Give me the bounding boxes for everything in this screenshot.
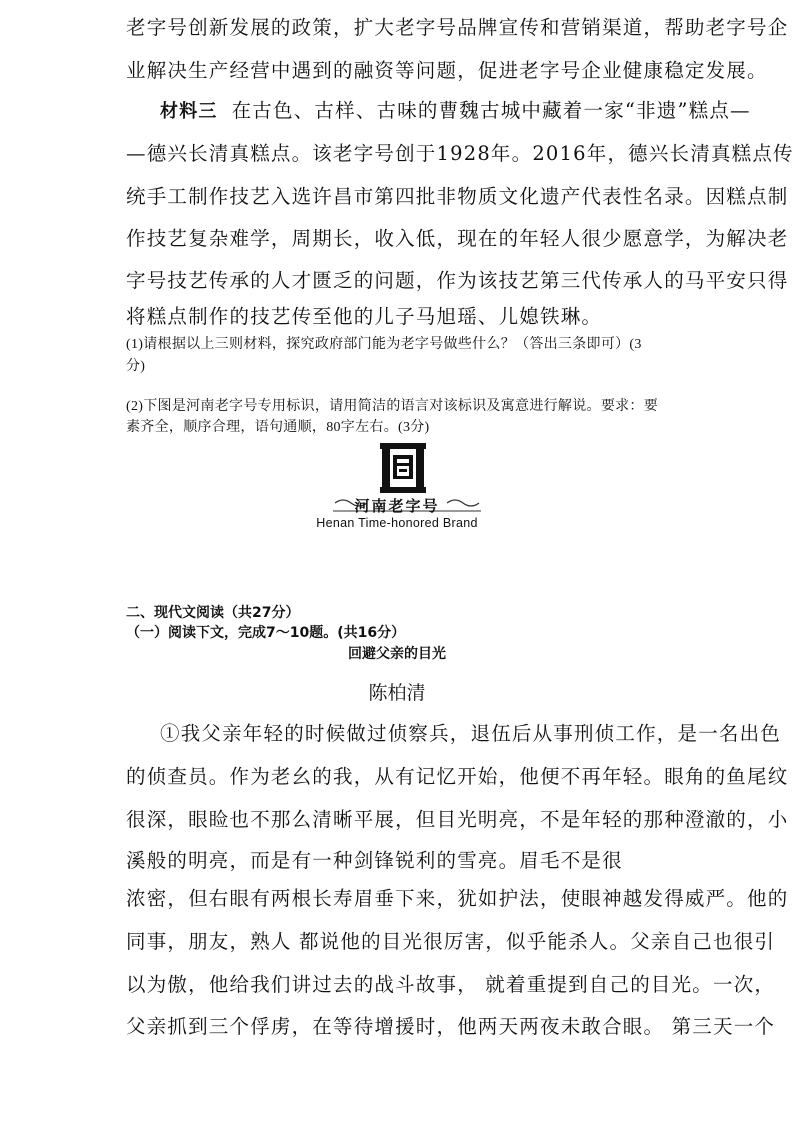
article-line: 的侦查员。作为老幺的我，从有记忆开始，他便不再年轻。眼角的鱼尾纹: [126, 765, 789, 788]
question-2-line: 素齐全，顺序合理，语句通顺，80字左右。(3分): [126, 420, 430, 435]
question-2-line: (2)下图是河南老字号专用标识，请用简洁的语言对该标识及寓意进行解说。要求：要: [126, 399, 659, 414]
article-line: 同事，朋友，熟人 都说他的目光很厉害，似乎能杀人。父亲自己也很引: [126, 930, 776, 953]
text-line: 统手工制作技艺入选许昌市第四批非物质文化遗产代表性名录。因糕点制: [126, 185, 789, 208]
text-line: —德兴长清真糕点。该老字号创于1928年。2016年，德兴长清真糕点传: [126, 142, 794, 165]
henan-time-honored-logo-icon: [380, 443, 426, 493]
text-line: 在古色、古样、古味的曹魏古城中藏着一家“非遗”糕点—: [231, 99, 751, 122]
section-subheading: （一）阅读下文，完成7～10题。(共16分）: [126, 625, 406, 641]
article-line: 父亲抓到三个俘虏，在等待增援时，他两天两夜未敢合眼。 第三天一个: [126, 1015, 776, 1038]
question-1-line: (1)请根据以上三则材料，探究政府部门能为老字号做些什么？（答出三条即可）(3: [126, 337, 642, 352]
text-line: 作技艺复杂难学，周期长，收入低，现在的年轻人很少愿意学，为解决老: [126, 227, 789, 250]
article-line: 以为傲，他给我们讲过去的战斗故事， 就着重提到自己的目光。一次，: [126, 973, 776, 996]
text-line: 字号技艺传承的人才匮乏的问题，作为该技艺第三代传承人的马平安只得: [126, 269, 789, 292]
article-line: 溪般的明亮，而是有一种剑锋锐利的雪亮。眉毛不是很: [126, 849, 623, 872]
article-line: 很深，眼睑也不那么清晰平展，但目光明亮，不是年轻的那种澄澈的，小: [126, 808, 789, 831]
section-heading: 二、现代文阅读（共27分）: [126, 605, 300, 621]
material3-label: 材料三: [160, 101, 218, 122]
logo-name-cn: 河南老字号: [354, 497, 440, 515]
text-line: 将糕点制作的技艺传至他的儿子马旭瑶、儿媳铁琳。: [126, 305, 603, 328]
article-line: 浓密，但右眼有两根长寿眉垂下来，犹如护法，使眼神越发得威严。他的: [126, 887, 789, 910]
article-author: 陈柏清: [368, 682, 426, 704]
text-line: 老字号创新发展的政策，扩大老字号品牌宣传和营销渠道，帮助老字号企: [126, 16, 789, 39]
article-line: ①我父亲年轻的时候做过侦察兵，退伍后从事刑侦工作，是一名出色: [160, 722, 782, 745]
article-title: 回避父亲的目光: [348, 646, 446, 662]
question-1-line: 分): [126, 359, 146, 374]
material3-paragraph: [160, 95, 751, 123]
logo-name-en: Henan Time-honored Brand: [316, 516, 478, 530]
text-line: 业解决生产经营中遇到的融资等问题，促进老字号企业健康稳定发展。: [126, 59, 768, 82]
